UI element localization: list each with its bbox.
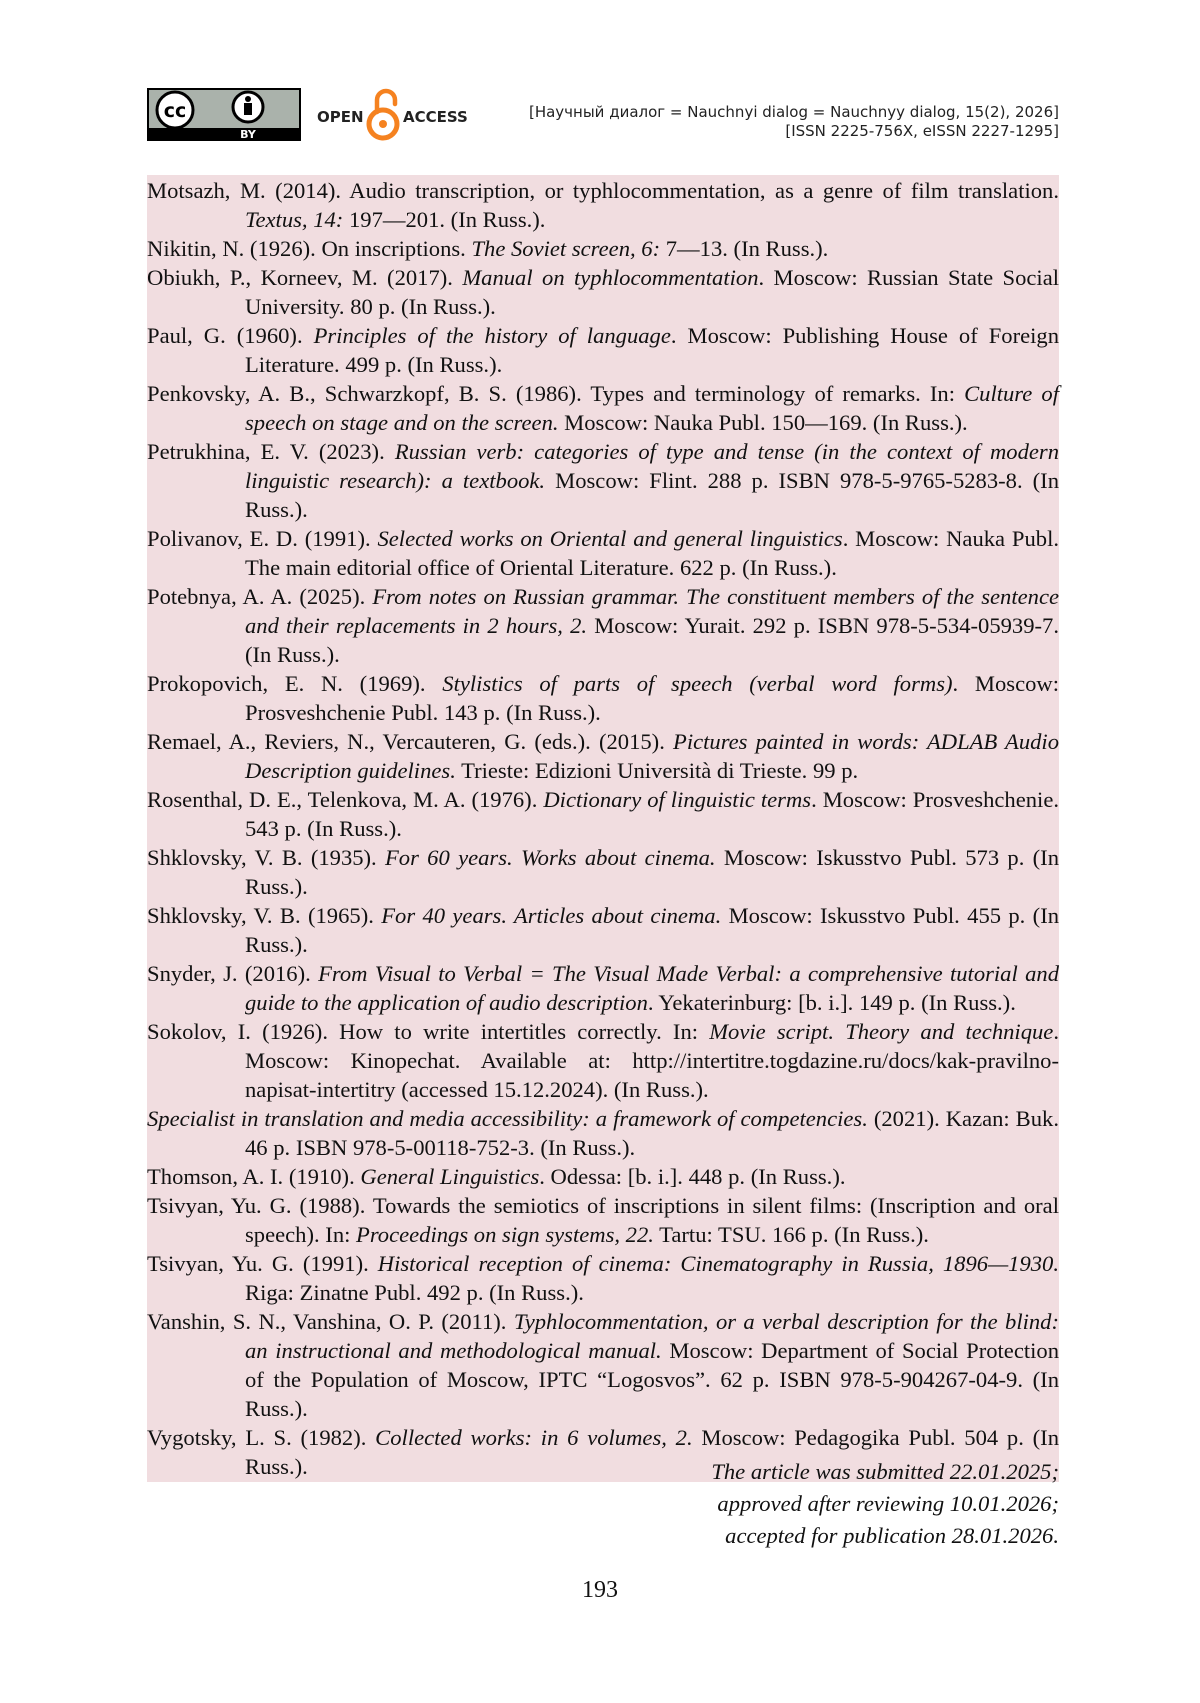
- reference-item: Remael, A., Reviers, N., Vercauteren, G. (eds.). (2015). Pictures painted in words: ADLAB Audio Description guidelines. Trieste: Edizioni Università di Trieste. 99 p.: [147, 729, 1059, 783]
- reference-item: Motsazh, M. (2014). Audio transcription, or typhlocommentation, as a genre of film translation. Textus, 14: 197—201. (In Russ.).: [147, 178, 1059, 232]
- reference-item: Snyder, J. (2016). From Visual to Verbal = The Visual Made Verbal: a comprehensive tutorial and guide to the application of audio description. Yekaterinburg: [b. i.]. 149 p. (In Russ.).: [147, 961, 1059, 1015]
- reference-list: [147, 175, 1059, 1482]
- reference-item: Obiukh, P., Korneev, M. (2017). Manual on typhlocommentation. Moscow: Russian State Social University. 80 p. (In Russ.).: [147, 265, 1060, 319]
- reference-item: Vanshin, S. N., Vanshina, O. P. (2011). Typhlocommentation, or a verbal description for the blind: an instructional and methodological manual. Moscow: Department of Social Protection of the Population of Moscow, IPTC “Logosvos”. 62 p. ISBN 978-5-904267-04-9. (In Russ.).: [147, 1309, 1059, 1421]
- reference-item: Rosenthal, D. E., Telenkova, M. A. (1976). Dictionary of linguistic terms. Moscow: Prosveshchenie. 543 p. (In Russ.).: [147, 787, 1059, 841]
- reference-item: Tsivyan, Yu. G. (1988). Towards the semiotics of inscriptions in silent films: (Inscription and oral speech). In: Proceedings on sign systems, 22. Tartu: TSU. 166 p. (In Russ.).: [147, 1193, 1059, 1247]
- by-label: BY: [240, 128, 256, 141]
- reference-item: Nikitin, N. (1926). On inscriptions. The Soviet screen, 6: 7—13. (In Russ.).: [147, 236, 829, 261]
- reference-item: Tsivyan, Yu. G. (1991). Historical reception of cinema: Cinematography in Russia, 1896—1930. Riga: Zinatne Publ. 492 p. (In Russ.).: [147, 1251, 1059, 1305]
- reference-item: Polivanov, E. D. (1991). Selected works on Oriental and general linguistics. Moscow: Nauka Publ. The main editorial office of Oriental Literature. 622 p. (In Russ.).: [147, 526, 1059, 580]
- reference-item: Potebnya, A. A. (2025). From notes on Russian grammar. The constituent members of the sentence and their replacements in 2 hours, 2. Moscow: Yurait. 292 p. ISBN 978-5-534-05939-7. (In Russ.).: [147, 584, 1059, 667]
- reference-item: Shklovsky, V. B. (1965). For 40 years. Articles about cinema. Moscow: Iskusstvo Publ. 455 p. (In Russ.).: [147, 903, 1060, 957]
- submitted-date: The article was submitted 22.01.2025;: [711, 1459, 1059, 1484]
- page-number: 193: [582, 1577, 618, 1603]
- journal-issn: [ISSN 2225-756X, eISSN 2227-1295]: [785, 122, 1059, 140]
- reference-item: Paul, G. (1960). Principles of the history of language. Moscow: Publishing House of Foreign Literature. 499 p. (In Russ.).: [147, 323, 1059, 377]
- journal-info: [529, 103, 1059, 141]
- page-header: [147, 84, 1059, 146]
- reference-item: Petrukhina, E. V. (2023). Russian verb: categories of type and tense (in the context of modern linguistic research): a textbook. Moscow: Flint. 288 p. ISBN 978-5-9765-5283-8. (In Russ.).: [147, 439, 1060, 522]
- journal-citation: [Научный диалог = Nauchnyi dialog = Nauchnyy dialog, 15(2), 2026]: [528, 103, 1059, 121]
- open-word: OPEN: [317, 108, 364, 126]
- open-lock-icon: [369, 91, 397, 138]
- reference-item: Sokolov, I. (1926). How to write intertitles correctly. In: Movie script. Theory and technique. Moscow: Kinopechat. Available at: http://intertitre.togdazine.ru/docs/kak-pravilno-napisat-intertitry (accessed 15.12.2024). (In Russ.).: [147, 1019, 1059, 1102]
- access-word: ACCESS: [403, 108, 468, 126]
- cc-symbol: cc: [163, 100, 187, 122]
- reference-item: Vygotsky, L. S. (1982). Collected works: in 6 volumes, 2. Moscow: Pedagogika Publ. 504 p. (In Russ.).: [147, 1425, 1059, 1479]
- reference-item: Penkovsky, A. B., Schwarzkopf, B. S. (1986). Types and terminology of remarks. In: Culture of speech on stage and on the screen. Moscow: Nauka Publ. 150—169. (In Russ.).: [147, 381, 1059, 435]
- accepted-date: accepted for publication 28.01.2026.: [725, 1523, 1059, 1548]
- reference-item: Prokopovich, E. N. (1969). Stylistics of parts of speech (verbal word forms). Moscow: Prosveshchenie Publ. 143 p. (In Russ.).: [147, 671, 1059, 725]
- cc-by-license-badge: [147, 88, 301, 141]
- reference-item: Specialist in translation and media accessibility: a framework of competencies. (2021). Kazan: Buk. 46 p. ISBN 978-5-00118-752-3. (In Russ.).: [147, 1106, 1059, 1160]
- submission-dates: [711, 1456, 1059, 1552]
- reference-item: Thomson, A. I. (1910). General Linguistics. Odessa: [b. i.]. 448 p. (In Russ.).: [147, 1164, 846, 1189]
- reference-item: Shklovsky, V. B. (1935). For 60 years. Works about cinema. Moscow: Iskusstvo Publ. 573 p. (In Russ.).: [147, 845, 1059, 899]
- approved-date: approved after reviewing 10.01.2026;: [717, 1491, 1059, 1516]
